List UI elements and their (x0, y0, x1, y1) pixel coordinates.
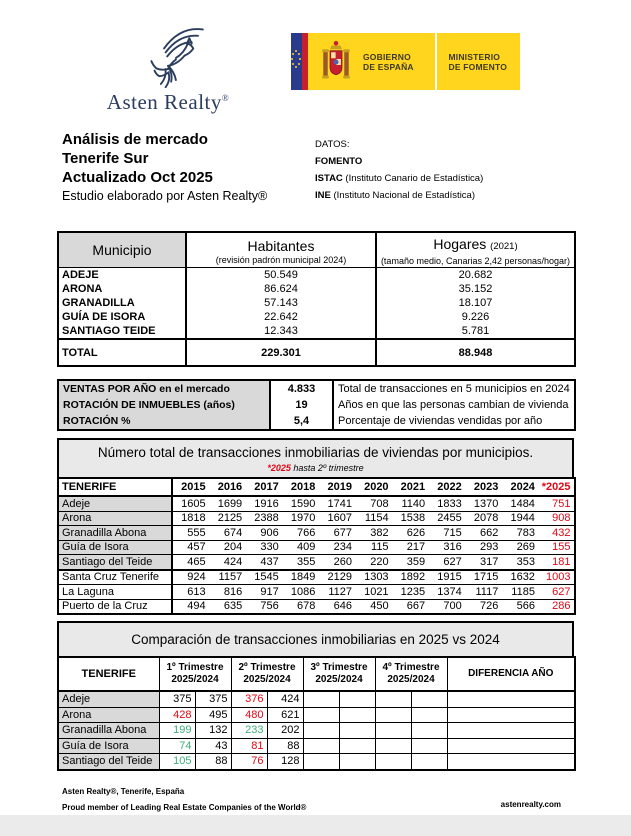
q3-2025-value (303, 691, 339, 707)
tx-value: 1605 (181, 497, 206, 510)
diff-year-value (447, 754, 575, 770)
tx-value: 555 (172, 526, 209, 541)
tx-value: 382 (355, 526, 392, 541)
tx-value: 917 (245, 585, 282, 600)
q1-2025-value: 375 (159, 691, 195, 707)
tx-value: 286 (538, 599, 575, 614)
metric-value: 4.833 (270, 380, 333, 397)
page-subtitle-region: Tenerife Sur (62, 150, 149, 167)
transactions-row (58, 570, 575, 585)
tx-value: 662 (465, 526, 502, 541)
tx-value: 115 (355, 540, 392, 555)
tx-value: 437 (245, 555, 282, 570)
comparison-header-label: TENERIFE (58, 657, 159, 691)
q3-2025-value (303, 723, 339, 739)
hogares-value: 20.682 (376, 268, 575, 283)
q4-2025-value (375, 707, 411, 723)
municipality-name: Santiago del Teide (58, 555, 172, 570)
table-row (58, 296, 575, 310)
transactions-row (58, 555, 575, 570)
q1-2025-value: 105 (159, 754, 195, 770)
metric-label: ROTACIÓN % (58, 413, 270, 430)
q2-2024-value: 128 (267, 754, 303, 770)
municipality-name: Santa Cruz Tenerife (58, 570, 172, 585)
tx-value: 627 (538, 585, 575, 600)
tx-value: 1484 (510, 497, 535, 510)
tx-value: 2129 (318, 570, 355, 585)
year-header: 2017 (245, 478, 282, 496)
tx-value: 1303 (355, 570, 392, 585)
comparison-table (57, 656, 576, 771)
municipality-name: Guía de Isora (58, 738, 159, 754)
quarter-header-q2: 2º Trimestre 2025/2024 (231, 657, 303, 691)
diff-year-value (447, 707, 575, 723)
municipality-name: La Laguna (58, 585, 172, 600)
tx-value: 1370 (473, 497, 499, 510)
tx-value: 1632 (501, 570, 538, 585)
municipality-name: Guía de Isora (58, 540, 172, 555)
q3-2025-value (303, 707, 339, 723)
q4-2024-value (411, 691, 447, 707)
habitantes-value: 12.343 (186, 324, 376, 339)
table-row (58, 282, 575, 296)
municipality-name: Santiago del Teide (58, 754, 159, 770)
q4-2025-value (375, 723, 411, 739)
total-row (58, 339, 575, 366)
municipality-name: GRANADILLA (62, 297, 135, 309)
transactions-header-label: TENERIFE (58, 478, 172, 496)
tx-value: 2455 (428, 511, 465, 526)
gobierno-espana-banner (291, 33, 520, 90)
data-source-item: ISTAC (Instituto Canario de Estadística) (315, 173, 484, 184)
transactions-note: *2025 hasta 2º trimestre (267, 463, 364, 473)
comparison-section (57, 621, 574, 771)
tx-value: 1235 (392, 585, 429, 600)
metric-label: VENTAS POR AÑO en el mercado (58, 380, 270, 397)
eu-flag-strip (291, 33, 302, 90)
study-credit: Estudio elaborado por Asten Realty® (62, 189, 268, 203)
municipality-name: Puerto de la Cruz (58, 599, 172, 614)
tx-value: 635 (209, 599, 246, 614)
tx-value: 353 (501, 555, 538, 570)
tx-value: 726 (465, 599, 502, 614)
municipality-name: GUÍA DE ISORA (62, 311, 146, 323)
tx-value: 566 (501, 599, 538, 614)
tx-value: 220 (355, 555, 392, 570)
q4-2025-value (375, 754, 411, 770)
population-table (57, 231, 576, 367)
year-header: *2025 (538, 478, 575, 496)
registered-mark: ® (221, 93, 230, 103)
tx-value: 457 (172, 540, 209, 555)
tx-value: 908 (538, 511, 575, 526)
tx-value: 613 (172, 585, 209, 600)
tx-value: 465 (172, 555, 209, 570)
transactions-title: Número total de transacciones inmobiliarias de viviendas por municipios. (97, 445, 534, 460)
q2-2025-value: 480 (231, 707, 267, 723)
tx-value: 1916 (254, 497, 279, 510)
metric-row (58, 397, 575, 413)
diff-year-header: DIFERENCIA AÑO (447, 657, 575, 691)
table-row (58, 324, 575, 339)
tx-value: 1715 (465, 570, 502, 585)
year-header: 2024 (501, 478, 538, 496)
tx-value: 677 (318, 526, 355, 541)
tx-value: 269 (501, 540, 538, 555)
q1-2024-value: 375 (195, 691, 231, 707)
tx-value: 751 (552, 497, 571, 510)
comparison-title: Comparación de transacciones inmobiliarias en 2025 vs 2024 (57, 621, 574, 658)
tx-value: 181 (538, 555, 575, 570)
hogares-value: 9.226 (376, 310, 575, 324)
year-header: 2018 (282, 478, 319, 496)
total-hogares: 88.948 (376, 339, 575, 366)
diff-year-value (447, 691, 575, 707)
tx-value: 1892 (392, 570, 429, 585)
municipality-name: Adeje (58, 496, 172, 511)
municipality-name: ARONA (62, 283, 103, 295)
tx-value: 1003 (538, 570, 575, 585)
column-header-municipio: Municipio (58, 232, 186, 268)
q3-2025-value (303, 754, 339, 770)
metric-description: Total de transacciones en 5 municipios en 2024 (338, 383, 570, 395)
tx-value: 646 (318, 599, 355, 614)
column-header-hogares: Hogares (2021) (tamaño medio, Canarias 2,42 personas/hogar) (376, 232, 575, 268)
tx-value: 816 (209, 585, 246, 600)
q1-2025-value: 199 (159, 723, 195, 739)
table-row (58, 268, 575, 283)
comparison-row (58, 754, 575, 770)
tx-value: 667 (392, 599, 429, 614)
tx-value: 2125 (209, 511, 246, 526)
table-row (58, 310, 575, 324)
tx-value: 626 (392, 526, 429, 541)
tx-value: 924 (172, 570, 209, 585)
spain-coat-of-arms-icon (321, 33, 351, 90)
habitantes-value: 86.624 (186, 282, 376, 296)
tx-value: 1970 (282, 511, 319, 526)
tx-value: 674 (209, 526, 246, 541)
metric-description: Porcentaje de viviendas vendidas por año (338, 415, 543, 427)
year-header: 2023 (465, 478, 502, 496)
q1-2024-value: 495 (195, 707, 231, 723)
municipality-name: Arona (58, 707, 159, 723)
tx-value: 1915 (428, 570, 465, 585)
tx-value: 2078 (465, 511, 502, 526)
metric-value: 5,4 (270, 413, 333, 430)
q2-2025-value: 376 (231, 691, 267, 707)
tx-value: 409 (282, 540, 319, 555)
tx-value: 1590 (290, 497, 316, 510)
q2-2024-value: 424 (267, 691, 303, 707)
tx-value: 260 (318, 555, 355, 570)
footer-website: astenrealty.com (500, 800, 561, 809)
tx-value: 1185 (501, 585, 538, 600)
q2-2025-value: 76 (231, 754, 267, 770)
q2-2024-value: 88 (267, 738, 303, 754)
market-metrics-table (57, 379, 576, 431)
tx-value: 1021 (355, 585, 392, 600)
tx-value: 1117 (465, 585, 502, 600)
comparison-row (58, 691, 575, 707)
habitantes-value: 57.143 (186, 296, 376, 310)
tx-value: 330 (245, 540, 282, 555)
tx-value: 355 (282, 555, 319, 570)
total-habitantes: 229.301 (186, 339, 376, 366)
footer-company: Asten Realty®, Tenerife, España (62, 787, 185, 796)
tx-value: 432 (538, 526, 575, 541)
year-header: 2016 (209, 478, 246, 496)
q2-2025-value: 233 (231, 723, 267, 739)
tx-value: 766 (282, 526, 319, 541)
q2-2024-value: 202 (267, 723, 303, 739)
data-source-item: INE (Instituto Nacional de Estadística) (315, 190, 475, 201)
transactions-title-bar (57, 438, 574, 479)
tx-value: 1944 (501, 511, 538, 526)
diff-year-value (447, 738, 575, 754)
tx-value: 783 (501, 526, 538, 541)
ministerio-fomento-label: MINISTERIO DE FOMENTO (448, 51, 508, 72)
q4-2024-value (411, 738, 447, 754)
transactions-row (58, 496, 575, 511)
hogares-value: 5.781 (376, 324, 575, 339)
q1-2024-value: 43 (195, 738, 231, 754)
footer-membership: Proud member of Leading Real Estate Companies of the World® (62, 803, 307, 812)
data-sources (315, 136, 483, 204)
q1-2025-value: 74 (159, 738, 195, 754)
tx-value: 1545 (245, 570, 282, 585)
transactions-table (57, 477, 576, 615)
tx-value: 317 (465, 555, 502, 570)
total-label: TOTAL (58, 339, 186, 366)
metric-value: 19 (270, 397, 333, 413)
tx-value: 1154 (355, 511, 392, 526)
q3-2024-value (339, 723, 375, 739)
metric-description: Años en que las personas cambian de vivienda (338, 399, 569, 411)
q3-2024-value (339, 707, 375, 723)
hogares-value: 18.107 (376, 296, 575, 310)
q3-2024-value (339, 754, 375, 770)
municipality-name: ADEJE (62, 269, 99, 281)
year-header: 2022 (428, 478, 465, 496)
asten-realty-logo (90, 20, 246, 115)
tx-value: 450 (355, 599, 392, 614)
spain-flag-strip (302, 33, 308, 90)
year-header: 2021 (392, 478, 429, 496)
q1-2025-value: 428 (159, 707, 195, 723)
brand-name: Asten Realty® (106, 90, 230, 114)
tx-value: 155 (538, 540, 575, 555)
report-title-block (62, 130, 267, 205)
data-source-item: FOMENTO (315, 156, 363, 167)
q4-2025-value (375, 691, 411, 707)
tx-value: 234 (318, 540, 355, 555)
tx-value: 678 (282, 599, 319, 614)
tx-value: 906 (245, 526, 282, 541)
tx-value: 359 (392, 555, 429, 570)
page-title: Análisis de mercado (62, 131, 208, 148)
tx-value: 715 (428, 526, 465, 541)
quarter-header-q3: 3º Trimestre 2025/2024 (303, 657, 375, 691)
data-sources-label: DATOS: (315, 139, 350, 150)
q4-2024-value (411, 723, 447, 739)
tx-value: 1157 (209, 570, 246, 585)
q3-2025-value (303, 738, 339, 754)
municipality-name: SANTIAGO TEIDE (62, 325, 156, 337)
gobierno-espana-label: GOBIERNO DE ESPAÑA (363, 51, 414, 72)
q3-2024-value (339, 691, 375, 707)
q1-2024-value: 132 (195, 723, 231, 739)
metric-row (58, 413, 575, 430)
transactions-row (58, 526, 575, 541)
quarter-header-q4: 4º Trimestre 2025/2024 (375, 657, 447, 691)
page-updated-date: Actualizado Oct 2025 (62, 169, 213, 186)
q4-2024-value (411, 754, 447, 770)
footer (62, 784, 306, 816)
comparison-row (58, 723, 575, 739)
tx-value: 2388 (245, 511, 282, 526)
tx-value: 1849 (282, 570, 319, 585)
year-header: 2020 (355, 478, 392, 496)
municipality-name: Arona (58, 511, 172, 526)
hogares-value: 35.152 (376, 282, 575, 296)
metric-label: ROTACIÓN DE INMUEBLES (años) (58, 397, 270, 413)
habitantes-value: 22.642 (186, 310, 376, 324)
tx-value: 293 (465, 540, 502, 555)
tx-value: 1741 (327, 497, 352, 510)
year-header: 2015 (172, 478, 209, 496)
transactions-row (58, 511, 575, 526)
comparison-row (58, 707, 575, 723)
municipality-name: Granadilla Abona (58, 526, 172, 541)
tx-value: 316 (428, 540, 465, 555)
municipality-name: Adeje (58, 691, 159, 707)
transactions-row (58, 599, 575, 614)
tx-value: 1538 (392, 511, 429, 526)
transactions-row (58, 585, 575, 600)
quarter-header-q1: 1º Trimestre 2025/2024 (159, 657, 231, 691)
tx-value: 1833 (437, 497, 462, 510)
tx-value: 1818 (172, 511, 209, 526)
comparison-row (58, 738, 575, 754)
habitantes-value: 50.549 (186, 268, 376, 283)
column-header-habitantes: Habitantes (revisión padrón municipal 2024) (186, 232, 376, 268)
tx-value: 1607 (318, 511, 355, 526)
transactions-row (58, 540, 575, 555)
tx-value: 424 (209, 555, 246, 570)
page-end-strip (0, 815, 631, 836)
pegasus-icon (108, 20, 228, 88)
tx-value: 627 (428, 555, 465, 570)
tx-value: 700 (428, 599, 465, 614)
diff-year-value (447, 723, 575, 739)
year-header: 2019 (318, 478, 355, 496)
metric-row (58, 380, 575, 397)
tx-value: 1140 (401, 497, 426, 510)
tx-value: 494 (172, 599, 209, 614)
q1-2024-value: 88 (195, 754, 231, 770)
q4-2025-value (375, 738, 411, 754)
tx-value: 1374 (428, 585, 465, 600)
q4-2024-value (411, 707, 447, 723)
q3-2024-value (339, 738, 375, 754)
tx-value: 708 (370, 497, 389, 510)
transactions-section (57, 438, 574, 615)
tx-value: 217 (392, 540, 429, 555)
tx-value: 1699 (217, 497, 243, 510)
q2-2025-value: 81 (231, 738, 267, 754)
tx-value: 1127 (318, 585, 355, 600)
tx-value: 204 (209, 540, 246, 555)
q2-2024-value: 621 (267, 707, 303, 723)
tx-value: 1086 (282, 585, 319, 600)
municipality-name: Granadilla Abona (58, 723, 159, 739)
tx-value: 756 (245, 599, 282, 614)
